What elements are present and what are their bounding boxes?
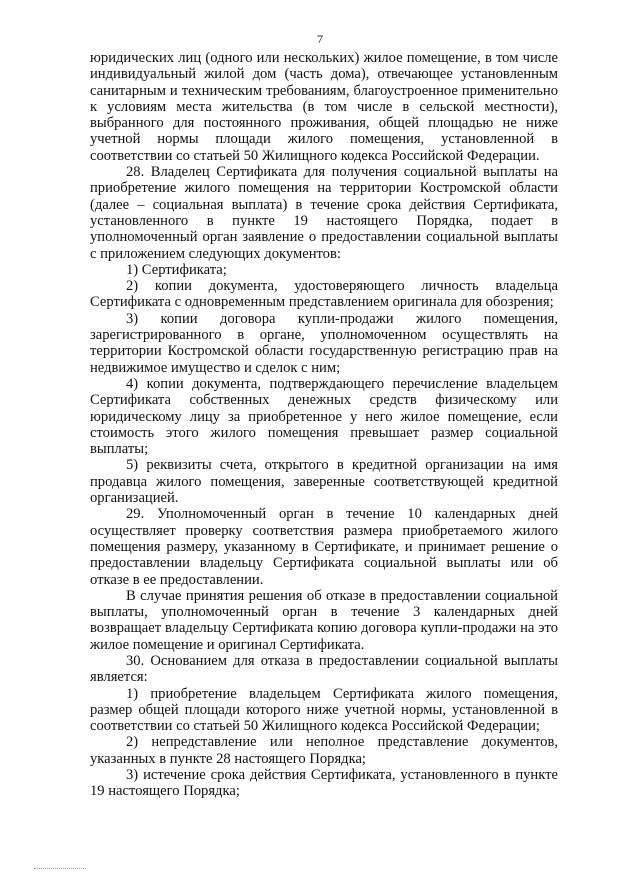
- list-item-28-5: 5) реквизиты счета, открытого в кредитной организации на имя продавца жилого помещения, заверенные соответствующей кредитной организацией.: [90, 457, 558, 507]
- paragraph-continuation: юридических лиц (одного или нескольких) жилое помещение, в том числе индивидуальный жилой дом (часть дома), отвечающее установленным санитарным и техническим требованиям, благоустроенное применительно к условиям места жительства (в том числе в сельской местности), выбранного для постоянного проживания, общей площадью не ниже учетной нормы площади жилого помещения, установленной в соответствии со статьей 50 Жилищного кодекса Российской Федерации.: [90, 50, 558, 164]
- list-item-30-2: 2) непредставление или неполное представление документов, указанных в пункте 28 настоящего Порядка;: [90, 734, 558, 767]
- list-item-30-1: 1) приобретение владельцем Сертификата жилого помещения, размер общей площади которого ниже учетной нормы, установленной в соответствии со статьей 50 Жилищного кодекса Российской Федерации;: [90, 685, 558, 735]
- paragraph-item-29: 29. Уполномоченный орган в течение 10 календарных дней осуществляет проверку соответствия размера приобретаемого жилого помещения размеру, указанному в Сертификате, и принимает решение о предоставлении владельцу Сертификата социальной выплаты или об отказе в ее предоставлении.: [90, 506, 558, 588]
- list-item-28-3: 3) копии договора купли-продажи жилого помещения, зарегистрированного в органе, уполномоченном осуществлять на территории Костромской области государственную регистрацию прав на недвижимое имущество и сделок с ним;: [90, 310, 558, 376]
- paragraph-refusal-case: В случае принятия решения об отказе в предоставлении социальной выплаты, уполномоченный орган в течение 3 календарных дней возвращает владельцу Сертификата копию договора купли-продажи на это жилое помещение и оригинал Сертификата.: [90, 587, 558, 653]
- paragraph-item-30: 30. Основанием для отказа в предоставлении социальной выплаты является:: [90, 652, 558, 686]
- list-item-30-3: 3) истечение срока действия Сертификата, установленного в пункте 19 настоящего Порядка;: [90, 767, 558, 800]
- list-item-28-1: 1) Сертификата;: [126, 261, 227, 278]
- list-item-28-2: 2) копии документа, удостоверяющего личность владельца Сертификата с одновременным представлением оригинала для обозрения;: [90, 278, 558, 311]
- scan-artifact-line: [34, 868, 86, 869]
- list-item-28-4: 4) копии документа, подтверждающего перечисление владельцем Сертификата собственных денежных средств физическому или юридическому лицу за приобретенное у него жилое помещение, если стоимость этого жилого помещения превышает размер социальной выплаты;: [90, 375, 558, 458]
- paragraph-item-28: 28. Владелец Сертификата для получения социальной выплаты на приобретение жилого помещения на территории Костромской области (далее – социальная выплата) в течение срока действия Сертификата, установленного в пункте 19 настоящего Порядка, подает в уполномоченный орган заявление о предоставлении социальной выплаты с приложением следующих документов:: [90, 164, 558, 262]
- document-body: [90, 50, 558, 800]
- page-number: 7: [317, 32, 323, 46]
